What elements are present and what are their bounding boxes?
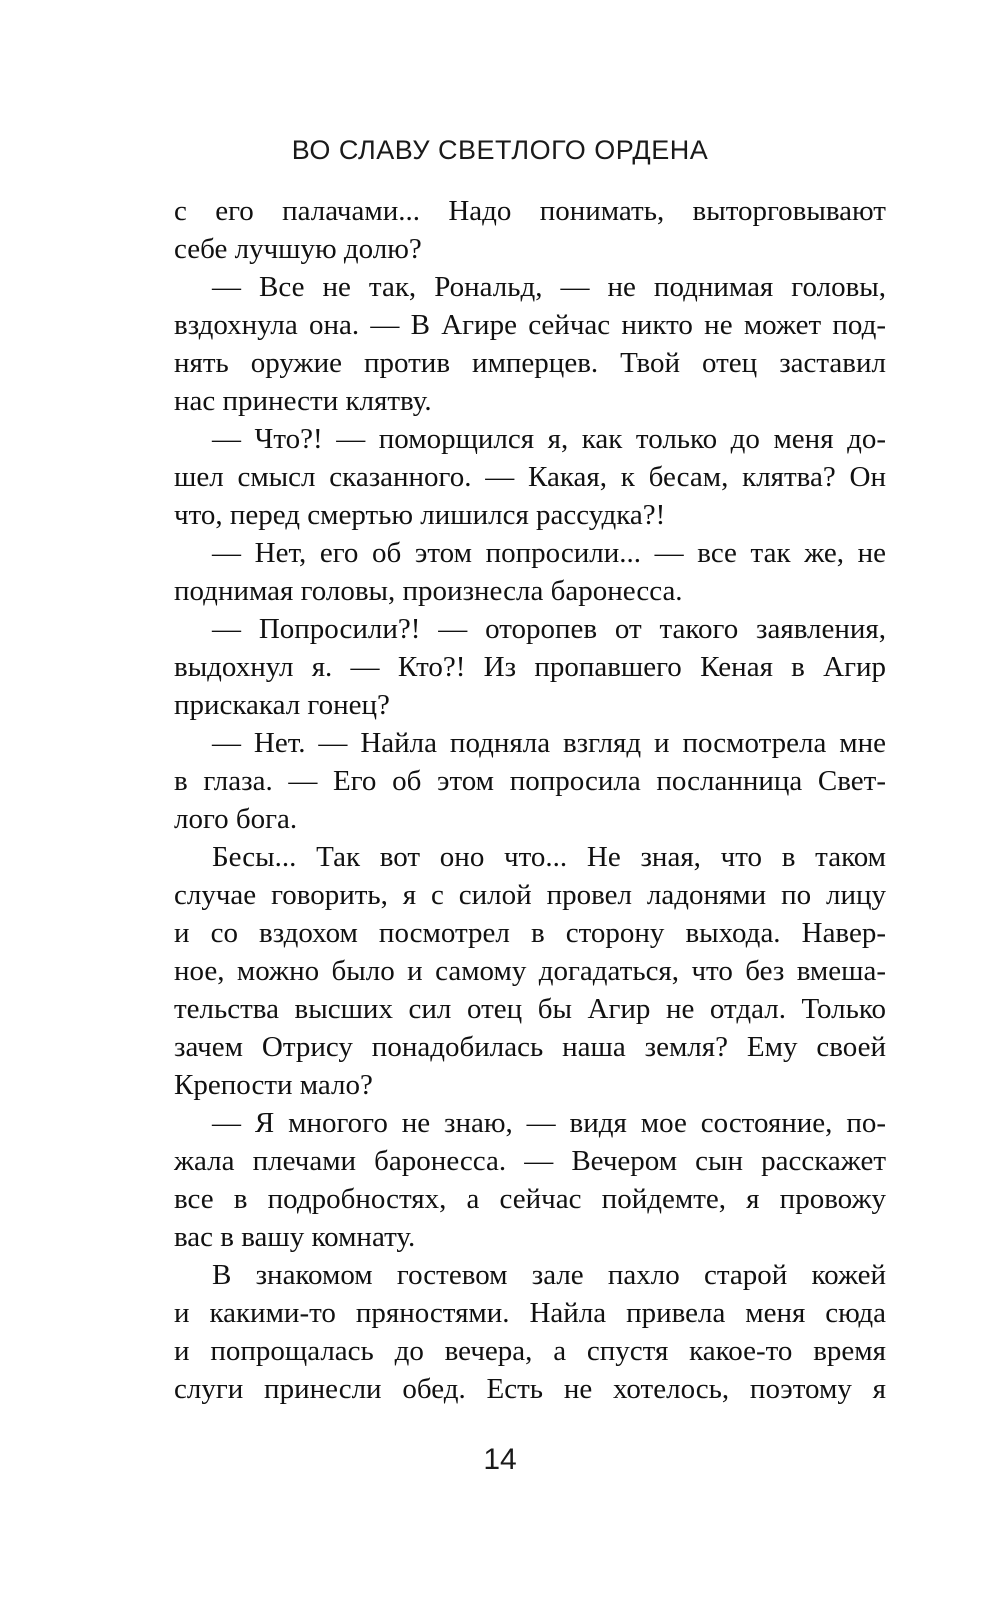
- text-line: нас принести клятву.: [174, 385, 432, 417]
- body-text: [174, 192, 886, 1408]
- text-line: случае говорить, я с силой провел ладонями по лицу: [174, 879, 886, 911]
- text-line: Бесы... Так вот оно что... Не зная, что в таком: [212, 841, 886, 873]
- text-line: нять оружие против имперцев. Твой отец заставил: [174, 347, 886, 379]
- text-line: вздохнула она. — В Агире сейчас никто не может под-: [174, 309, 886, 341]
- text-line: прискакал гонец?: [174, 689, 390, 721]
- text-line: с его палачами... Надо понимать, выторговывают: [174, 195, 886, 227]
- text-line: тельства высших сил отец бы Агир не отдал. Только: [174, 993, 886, 1025]
- text-line: — Нет. — Найла подняла взгляд и посмотрела мне: [212, 727, 886, 759]
- text-line: выдохнул я. — Кто?! Из пропавшего Кеная в Агир: [174, 651, 886, 683]
- text-line: и со вздохом посмотрел в сторону выхода. Навер-: [174, 917, 886, 949]
- text-line: шел смысл сказанного. — Какая, к бесам, клятва? Он: [174, 461, 886, 493]
- text-line: В знакомом гостевом зале пахло старой кожей: [212, 1259, 886, 1291]
- text-line: и какими-то пряностями. Найла привела меня сюда: [174, 1297, 886, 1329]
- page-number: 14: [483, 1443, 517, 1476]
- text-line: в глаза. — Его об этом попросила посланница Свет-: [174, 765, 886, 797]
- text-line: что, перед смертью лишился рассудка?!: [174, 499, 666, 531]
- text-line: ное, можно было и самому догадаться, что без вмеша-: [174, 955, 886, 987]
- text-line: зачем Отрису понадобилась наша земля? Ему своей: [174, 1031, 886, 1063]
- running-head: ВО СЛАВУ СВЕТЛОГО ОРДЕНА: [291, 135, 709, 165]
- text-line: вас в вашу комнату.: [174, 1221, 416, 1253]
- text-line: — Я многого не знаю, — видя мое состояние, по-: [212, 1107, 886, 1139]
- text-line: — Нет, его об этом попросили... — все так же, не: [212, 537, 886, 569]
- text-line: — Все не так, Рональд, — не поднимая головы,: [212, 271, 886, 303]
- text-line: и попрощалась до вечера, а спустя какое-то время: [174, 1335, 886, 1367]
- text-line: Крепости мало?: [174, 1069, 373, 1101]
- text-line: жала плечами баронесса. — Вечером сын расскажет: [174, 1145, 886, 1177]
- text-line: слуги принесли обед. Есть не хотелось, поэтому я: [174, 1373, 886, 1405]
- text-line: — Попросили?! — оторопев от такого заявления,: [212, 613, 886, 645]
- text-line: все в подробностях, а сейчас пойдемте, я провожу: [174, 1183, 886, 1215]
- text-line: поднимая головы, произнесла баронесса.: [174, 575, 683, 607]
- text-line: себе лучшую долю?: [174, 233, 422, 265]
- text-line: лого бога.: [174, 803, 298, 835]
- text-line: — Что?! — поморщился я, как только до меня до-: [212, 423, 886, 455]
